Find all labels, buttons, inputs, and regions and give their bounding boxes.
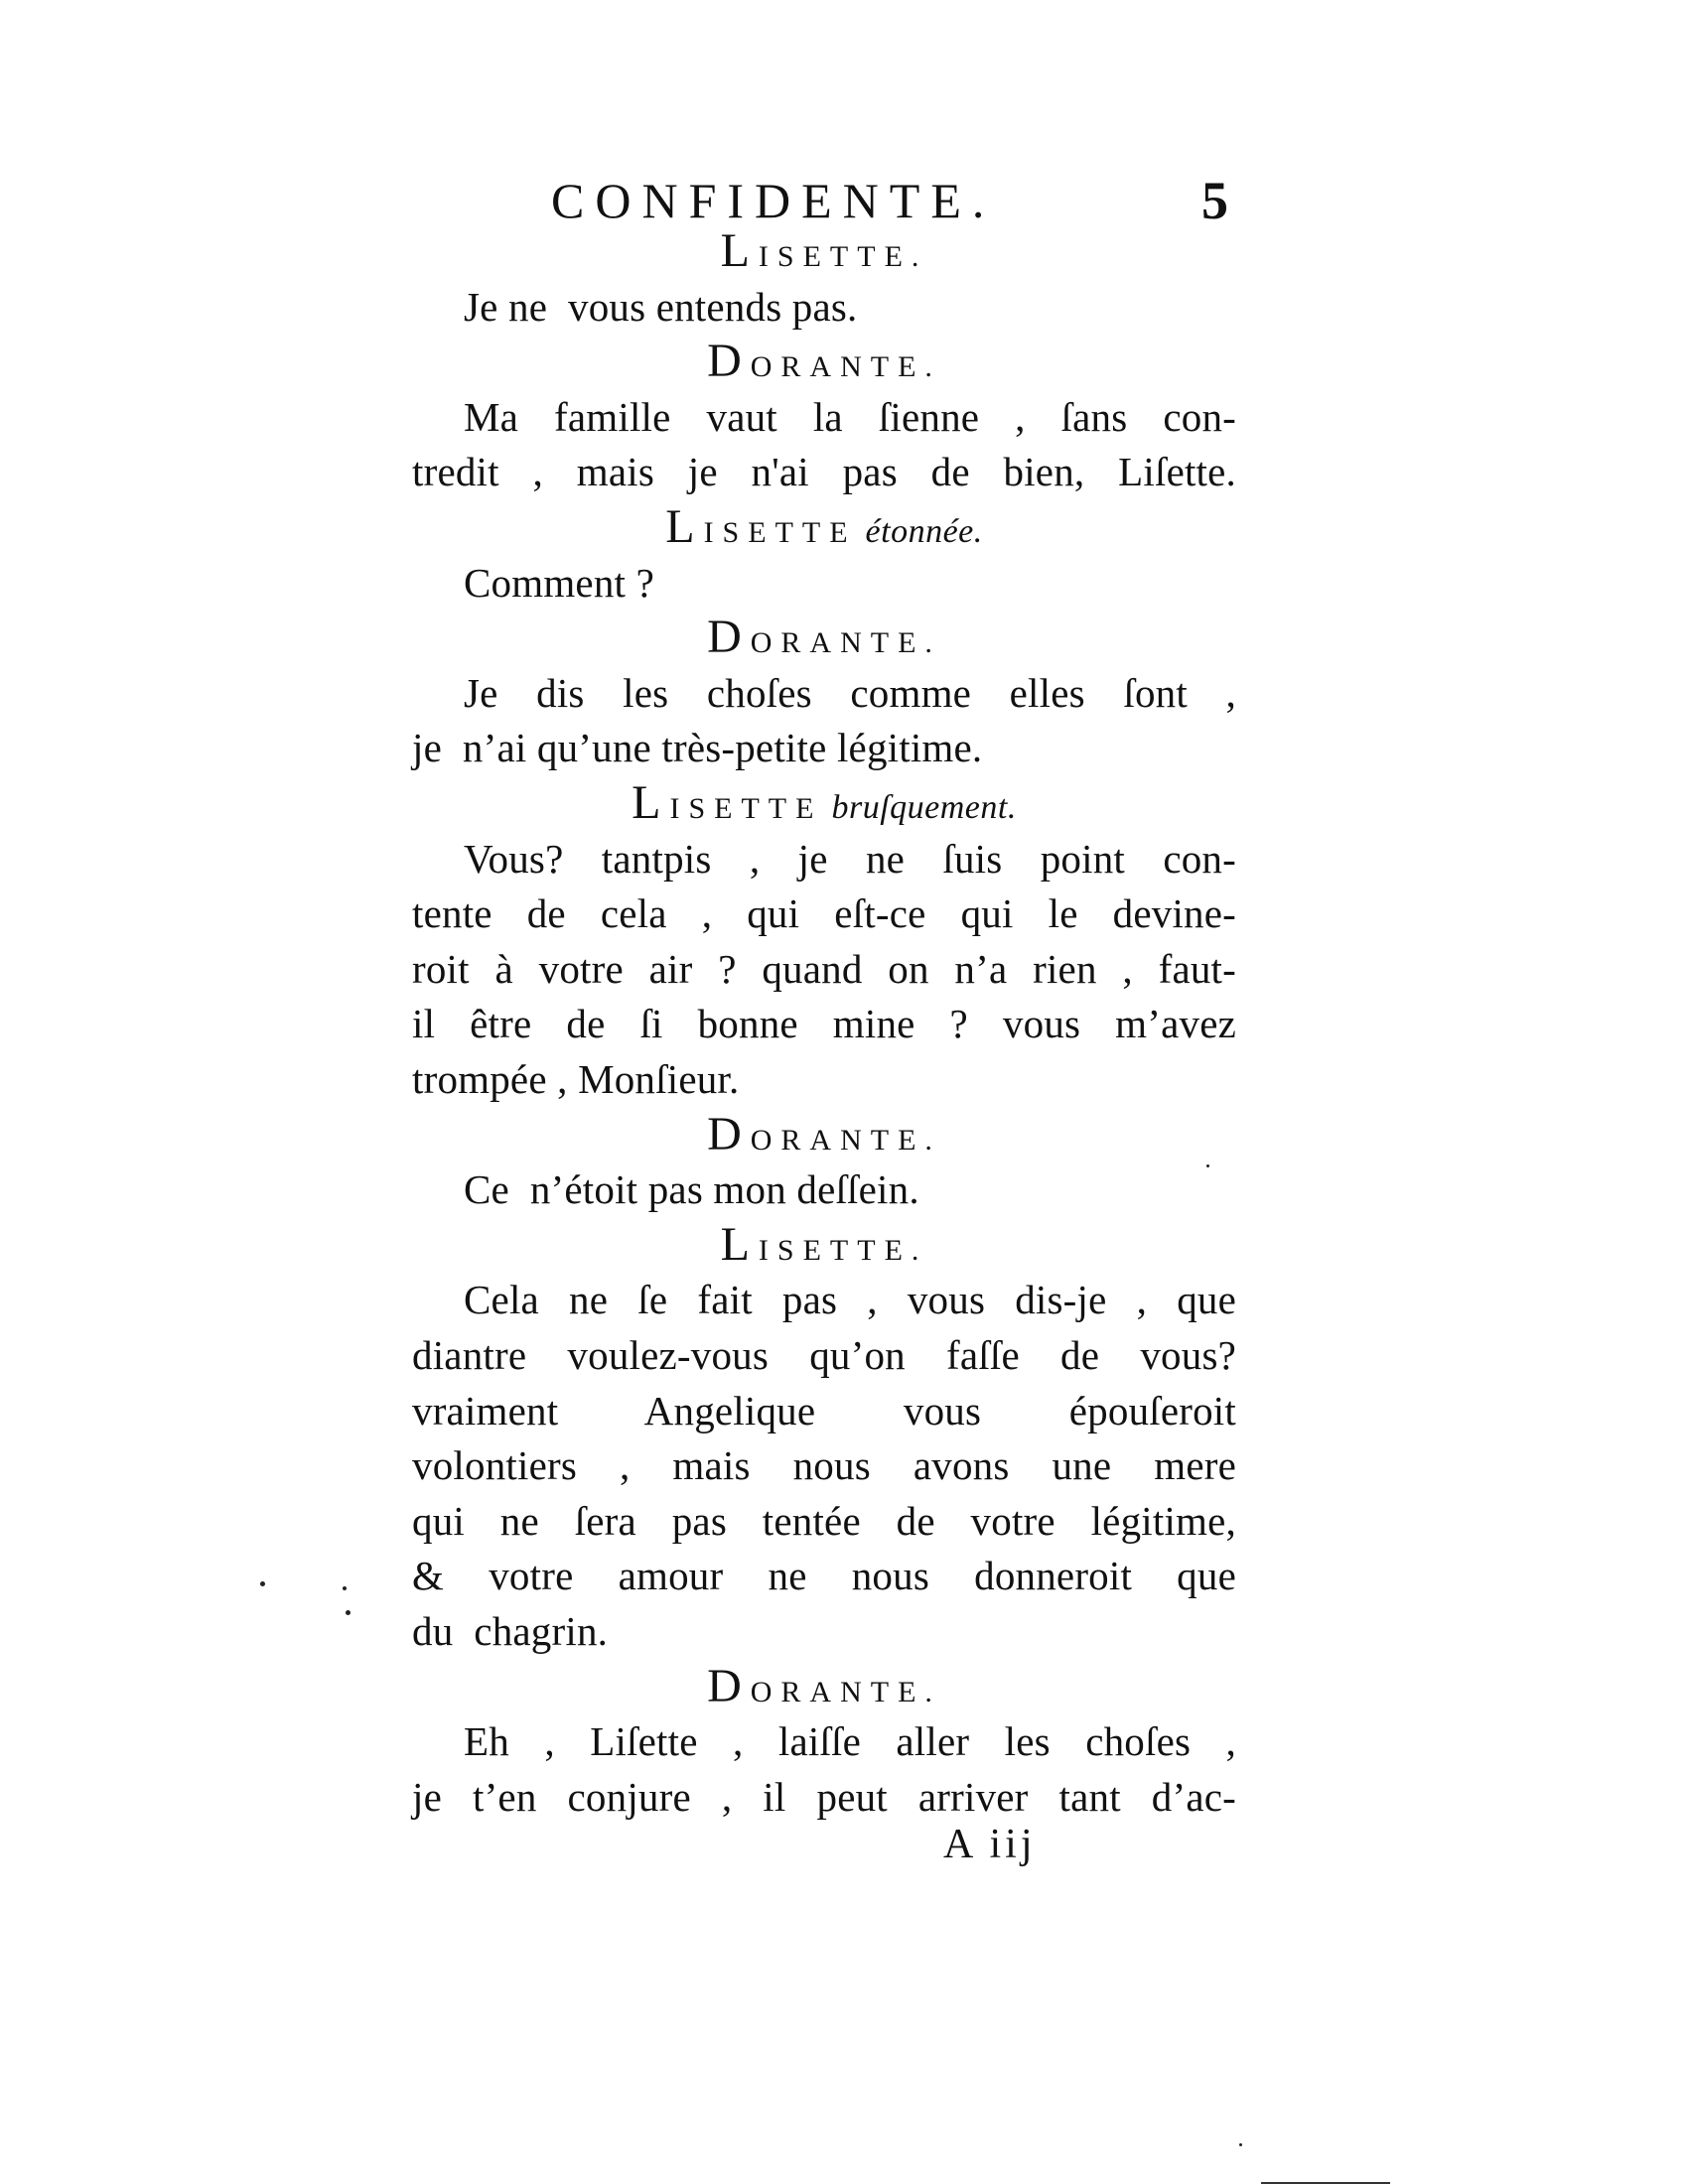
dialogue-line: roit à votre air ? quand on n’a rien , faut- — [412, 945, 1236, 992]
signature-mark: A iij — [943, 1822, 1037, 1867]
speaker-heading — [412, 502, 1236, 558]
dialogue-line: tente de cela , qui eſt-ce qui le devine- — [412, 890, 1236, 937]
dialogue-line: Ce n’étoit pas mon deſſein. — [464, 1166, 919, 1213]
speaker-heading — [412, 1107, 1236, 1165]
dialogue-line: tredit , mais je n'ai pas de bien, Liſette. — [412, 449, 1236, 495]
speaker-heading — [412, 1659, 1236, 1717]
dialogue-line: qui ne ſera pas tentée de votre légitime, — [412, 1497, 1236, 1544]
scan-speck — [343, 1586, 347, 1590]
dialogue-line: je n’ai qu’une très-petite légitime. — [412, 725, 983, 771]
speaker-name: ORANTE. — [750, 350, 941, 384]
speaker-initial: L — [632, 776, 670, 829]
speaker-name: ISETTE — [669, 792, 823, 825]
speaker-name: ISETTE. — [758, 240, 928, 273]
speaker-heading — [412, 337, 1236, 392]
running-head: CONFIDENTE. — [551, 173, 996, 228]
dialogue-line: Comment ? — [464, 559, 654, 606]
stage-direction: bruſquement. — [822, 789, 1017, 826]
dialogue-line: Cela ne ſe fait pas , vous dis-je , que — [464, 1277, 1236, 1323]
stage-direction: étonnée. — [856, 513, 983, 550]
dialogue-line: diantre voulez-vous qu’on faſſe de vous? — [412, 1332, 1236, 1378]
speaker-initial: D — [707, 1659, 751, 1712]
dialogue-line: Je ne vous entends pas. — [464, 283, 858, 330]
scan-speck — [1239, 2143, 1242, 2146]
speaker-initial: L — [720, 1217, 759, 1271]
scan-speck — [260, 1581, 265, 1586]
dialogue-line: & votre amour ne nous donneroit que — [412, 1553, 1236, 1599]
dialogue-line: vraiment Angelique vous épouſeroit — [412, 1387, 1236, 1433]
speaker-initial: D — [707, 611, 751, 664]
dialogue-line: il être de ſi bonne mine ? vous m’avez — [412, 1001, 1236, 1047]
speaker-name: ISETTE. — [758, 1233, 928, 1267]
speaker-initial: D — [707, 335, 751, 388]
speaker-name: ORANTE. — [750, 1123, 941, 1157]
speaker-name: ORANTE. — [750, 1675, 941, 1708]
speaker-heading — [412, 613, 1236, 668]
dialogue-line: Eh , Liſette , laiſſe aller les choſes , — [464, 1718, 1236, 1765]
dialogue-line: Vous? tantpis , je ne ſuis point con- — [464, 835, 1236, 882]
dialogue-line: du chagrin. — [412, 1608, 609, 1654]
scan-speck — [346, 1610, 351, 1615]
speaker-name: ORANTE. — [750, 626, 941, 660]
speaker-name: ISETTE — [703, 516, 857, 549]
speaker-heading — [412, 1217, 1236, 1276]
speaker-heading — [412, 226, 1236, 282]
speaker-initial: L — [720, 224, 759, 277]
dialogue-line: Ma famille vaut la ſienne , ſans con- — [464, 393, 1236, 440]
dialogue-line: trompée , Monſieur. — [412, 1056, 740, 1102]
speaker-heading — [412, 778, 1236, 834]
dialogue-line: je t’en conjure , il peut arriver tant d’ac- — [412, 1773, 1236, 1820]
page-number: 5 — [1201, 171, 1228, 230]
dialogue-line: Je dis les choſes comme elles ſont , — [464, 669, 1236, 716]
speaker-initial: L — [665, 500, 704, 553]
speaker-initial: D — [707, 1107, 751, 1160]
dialogue-line: volontiers , mais nous avons une mere — [412, 1442, 1236, 1489]
scan-speck — [1206, 1164, 1209, 1167]
